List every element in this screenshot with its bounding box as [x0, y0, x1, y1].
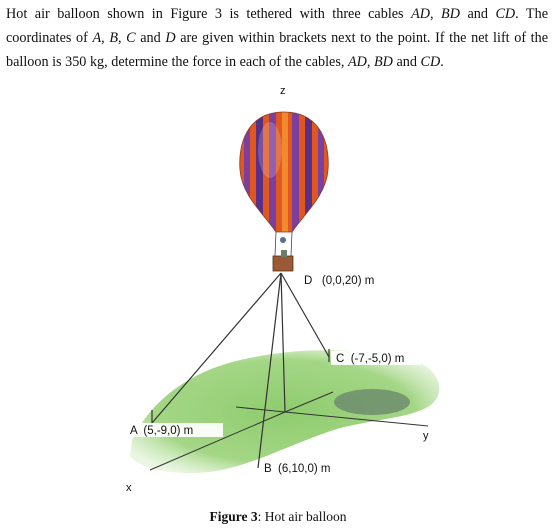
- caption-text: : Hot air balloon: [257, 509, 347, 524]
- balloon-shadow: [334, 389, 410, 415]
- label-A: A (5,-9,0) m: [130, 425, 194, 437]
- label-B: B (6,10,0) m: [264, 463, 331, 475]
- problem-text: Hot air balloon shown in Figure 3 is tethered with three cables AD, BD and CD. The coordinates of A, B, C and D are given within brackets next to the point. If the net lift of the balloon is 350 kg, determine the force in each of the cables, AD, BD and CD.: [6, 6, 549, 70]
- axis-label-z: z: [280, 85, 286, 97]
- axis-label-x: x: [126, 482, 132, 494]
- figure-caption: [0, 509, 556, 525]
- basket: [273, 256, 293, 271]
- label-D: D (0,0,20) m: [304, 275, 375, 287]
- caption-figure-number: Figure 3: [209, 509, 258, 524]
- axis-label-y: y: [423, 430, 429, 442]
- label-C: C (-7,-5,0) m: [336, 353, 405, 365]
- burner: [280, 237, 286, 243]
- passenger: [281, 250, 287, 257]
